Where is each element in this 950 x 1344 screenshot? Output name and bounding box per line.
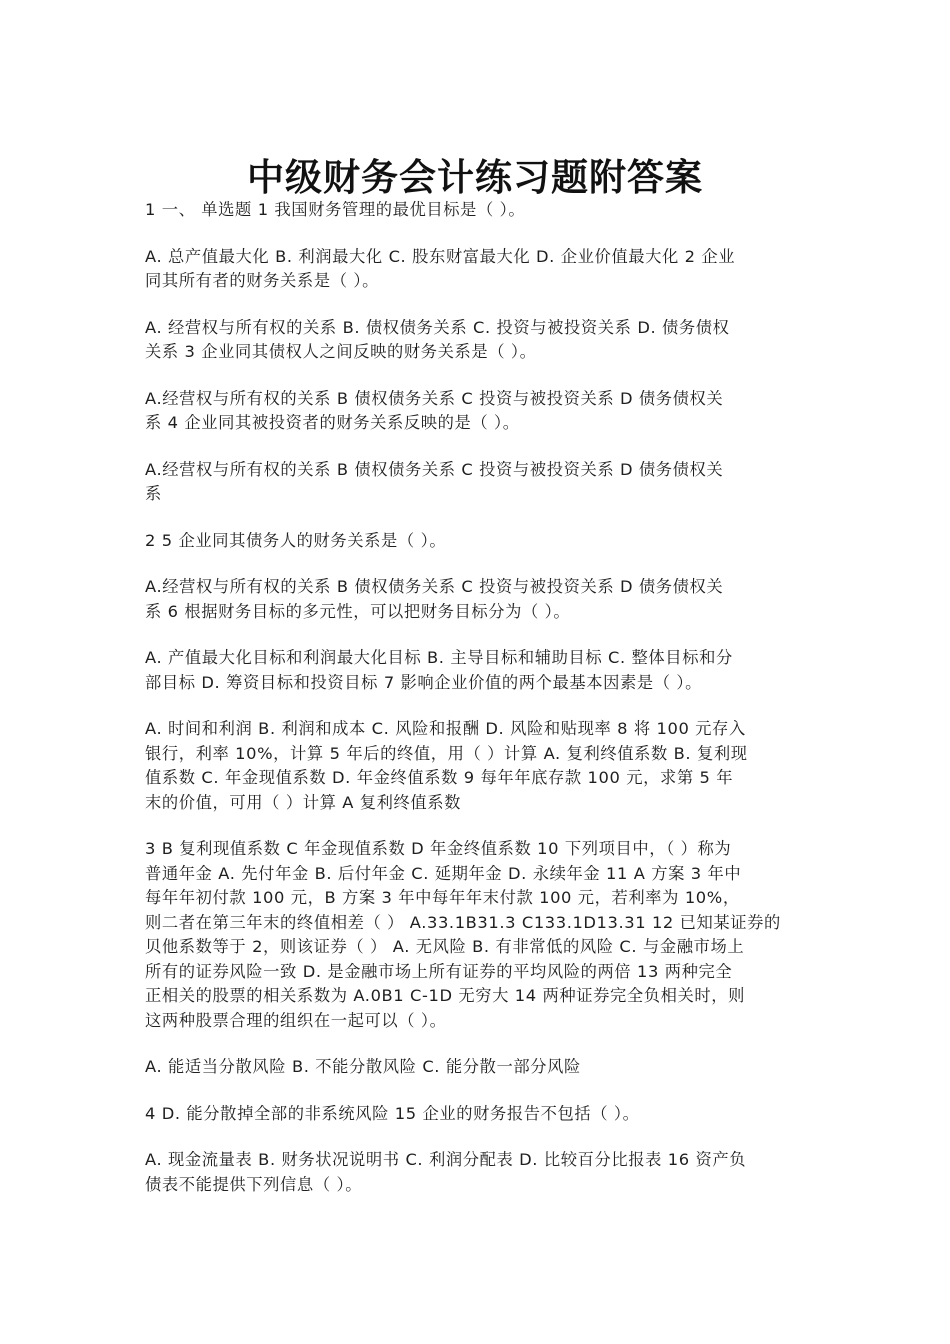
text-line: 银行，利率 10%，计算 5 年后的终值，用（ ）计算 A. 复利终值系数 B. 复利现 <box>145 743 748 763</box>
text-line: A. 经营权与所有权的关系 B. 债权债务关系 C. 投资与被投资关系 D. 债务债权 <box>145 317 730 337</box>
text-line: 关系 3 企业同其债权人之间反映的财务关系是（ ）。 <box>145 342 537 361</box>
text-line: A.经营权与所有权的关系 B 债权债务关系 C 投资与被投资关系 D 债务债权关 <box>145 388 724 408</box>
question-paragraph <box>145 646 805 695</box>
text-line: 债表不能提供下列信息（ ）。 <box>145 1174 363 1194</box>
text-line: 值系数 C. 年金现值系数 D. 年金终值系数 9 每年年底存款 100 元，求第 5 年 <box>145 768 734 787</box>
text-line: A. 能适当分散风险 B. 不能分散风险 C. 能分散一部分风险 <box>145 1057 581 1076</box>
text-line: 这两种股票合理的组织在一起可以（ ）。 <box>145 1010 447 1030</box>
text-line: 普通年金 A. 先付年金 B. 后付年金 C. 延期年金 D. 永续年金 11 A 方案 3 年中 <box>145 863 742 883</box>
text-line: 系 6 根据财务目标的多元性，可以把财务目标分为（ ）。 <box>145 601 571 621</box>
question-paragraph <box>145 458 805 507</box>
text-line: 末的价值，可用（ ）计算 A 复利终值系数 <box>145 792 462 812</box>
question-paragraph <box>145 245 805 294</box>
text-line: 每年年初付款 100 元，B 方案 3 年中每年年末付款 100 元，若利率为 10%， <box>145 888 740 907</box>
text-line: 同其所有者的财务关系是（ ）。 <box>145 271 379 290</box>
question-paragraph <box>145 717 805 815</box>
text-line: 系 <box>145 484 162 503</box>
text-line: 部目标 D. 筹资目标和投资目标 7 影响企业价值的两个最基本因素是（ ）。 <box>145 672 703 692</box>
text-line: A.经营权与所有权的关系 B 债权债务关系 C 投资与被投资关系 D 债务债权关 <box>145 459 724 479</box>
text-line: 贝他系数等于 2，则该证券（ ） A. 无风险 B. 有非常低的风险 C. 与金融市场上 <box>145 937 745 956</box>
text-line: 4 D. 能分散掉全部的非系统风险 15 企业的财务报告不包括（ ）。 <box>145 1103 640 1123</box>
document-body <box>145 198 805 1219</box>
question-paragraph <box>145 387 805 436</box>
document-title: 中级财务会计练习题附答案 <box>247 155 703 199</box>
text-line: A. 产值最大化目标和利润最大化目标 B. 主导目标和辅助目标 C. 整体目标和分 <box>145 648 733 667</box>
text-line: 2 5 企业同其债务人的财务关系是（ ）。 <box>145 530 447 550</box>
text-line: 1 一、 单选题 1 我国财务管理的最优目标是（ ）。 <box>145 200 526 219</box>
text-line: 则二者在第三年末的终值相差（ ） A.33.1B31.3 C133.1D13.31 12 已知某证券的 <box>145 912 781 932</box>
text-line: A. 时间和利润 B. 利润和成本 C. 风险和报酬 D. 风险和贴现率 8 将 100 元存入 <box>145 719 746 738</box>
question-paragraph <box>145 316 805 365</box>
text-line: A. 总产值最大化 B. 利润最大化 C. 股东财富最大化 D. 企业价值最大化 2 企业 <box>145 246 736 266</box>
text-line: 系 4 企业同其被投资者的财务关系反映的是（ ）。 <box>145 413 520 432</box>
question-paragraph <box>145 1055 805 1080</box>
text-line: A.经营权与所有权的关系 B 债权债务关系 C 投资与被投资关系 D 债务债权关 <box>145 577 724 596</box>
text-line: A. 现金流量表 B. 财务状况说明书 C. 利润分配表 D. 比较百分比报表 16 资产负 <box>145 1150 747 1169</box>
question-paragraph <box>145 529 805 554</box>
question-paragraph <box>145 1148 805 1197</box>
text-line: 3 B 复利现值系数 C 年金现值系数 D 年金终值系数 10 下列项目中，（ ）称为 <box>145 839 732 858</box>
question-paragraph <box>145 1102 805 1127</box>
text-line: 正相关的股票的相关系数为 A.0B1 C-1D 无穷大 14 两种证券完全负相关时，则 <box>145 986 746 1005</box>
question-paragraph <box>145 575 805 624</box>
question-paragraph <box>145 837 805 1033</box>
text-line: 所有的证券风险一致 D. 是金融市场上所有证券的平均风险的两倍 13 两种完全 <box>145 961 733 981</box>
question-paragraph <box>145 198 805 223</box>
